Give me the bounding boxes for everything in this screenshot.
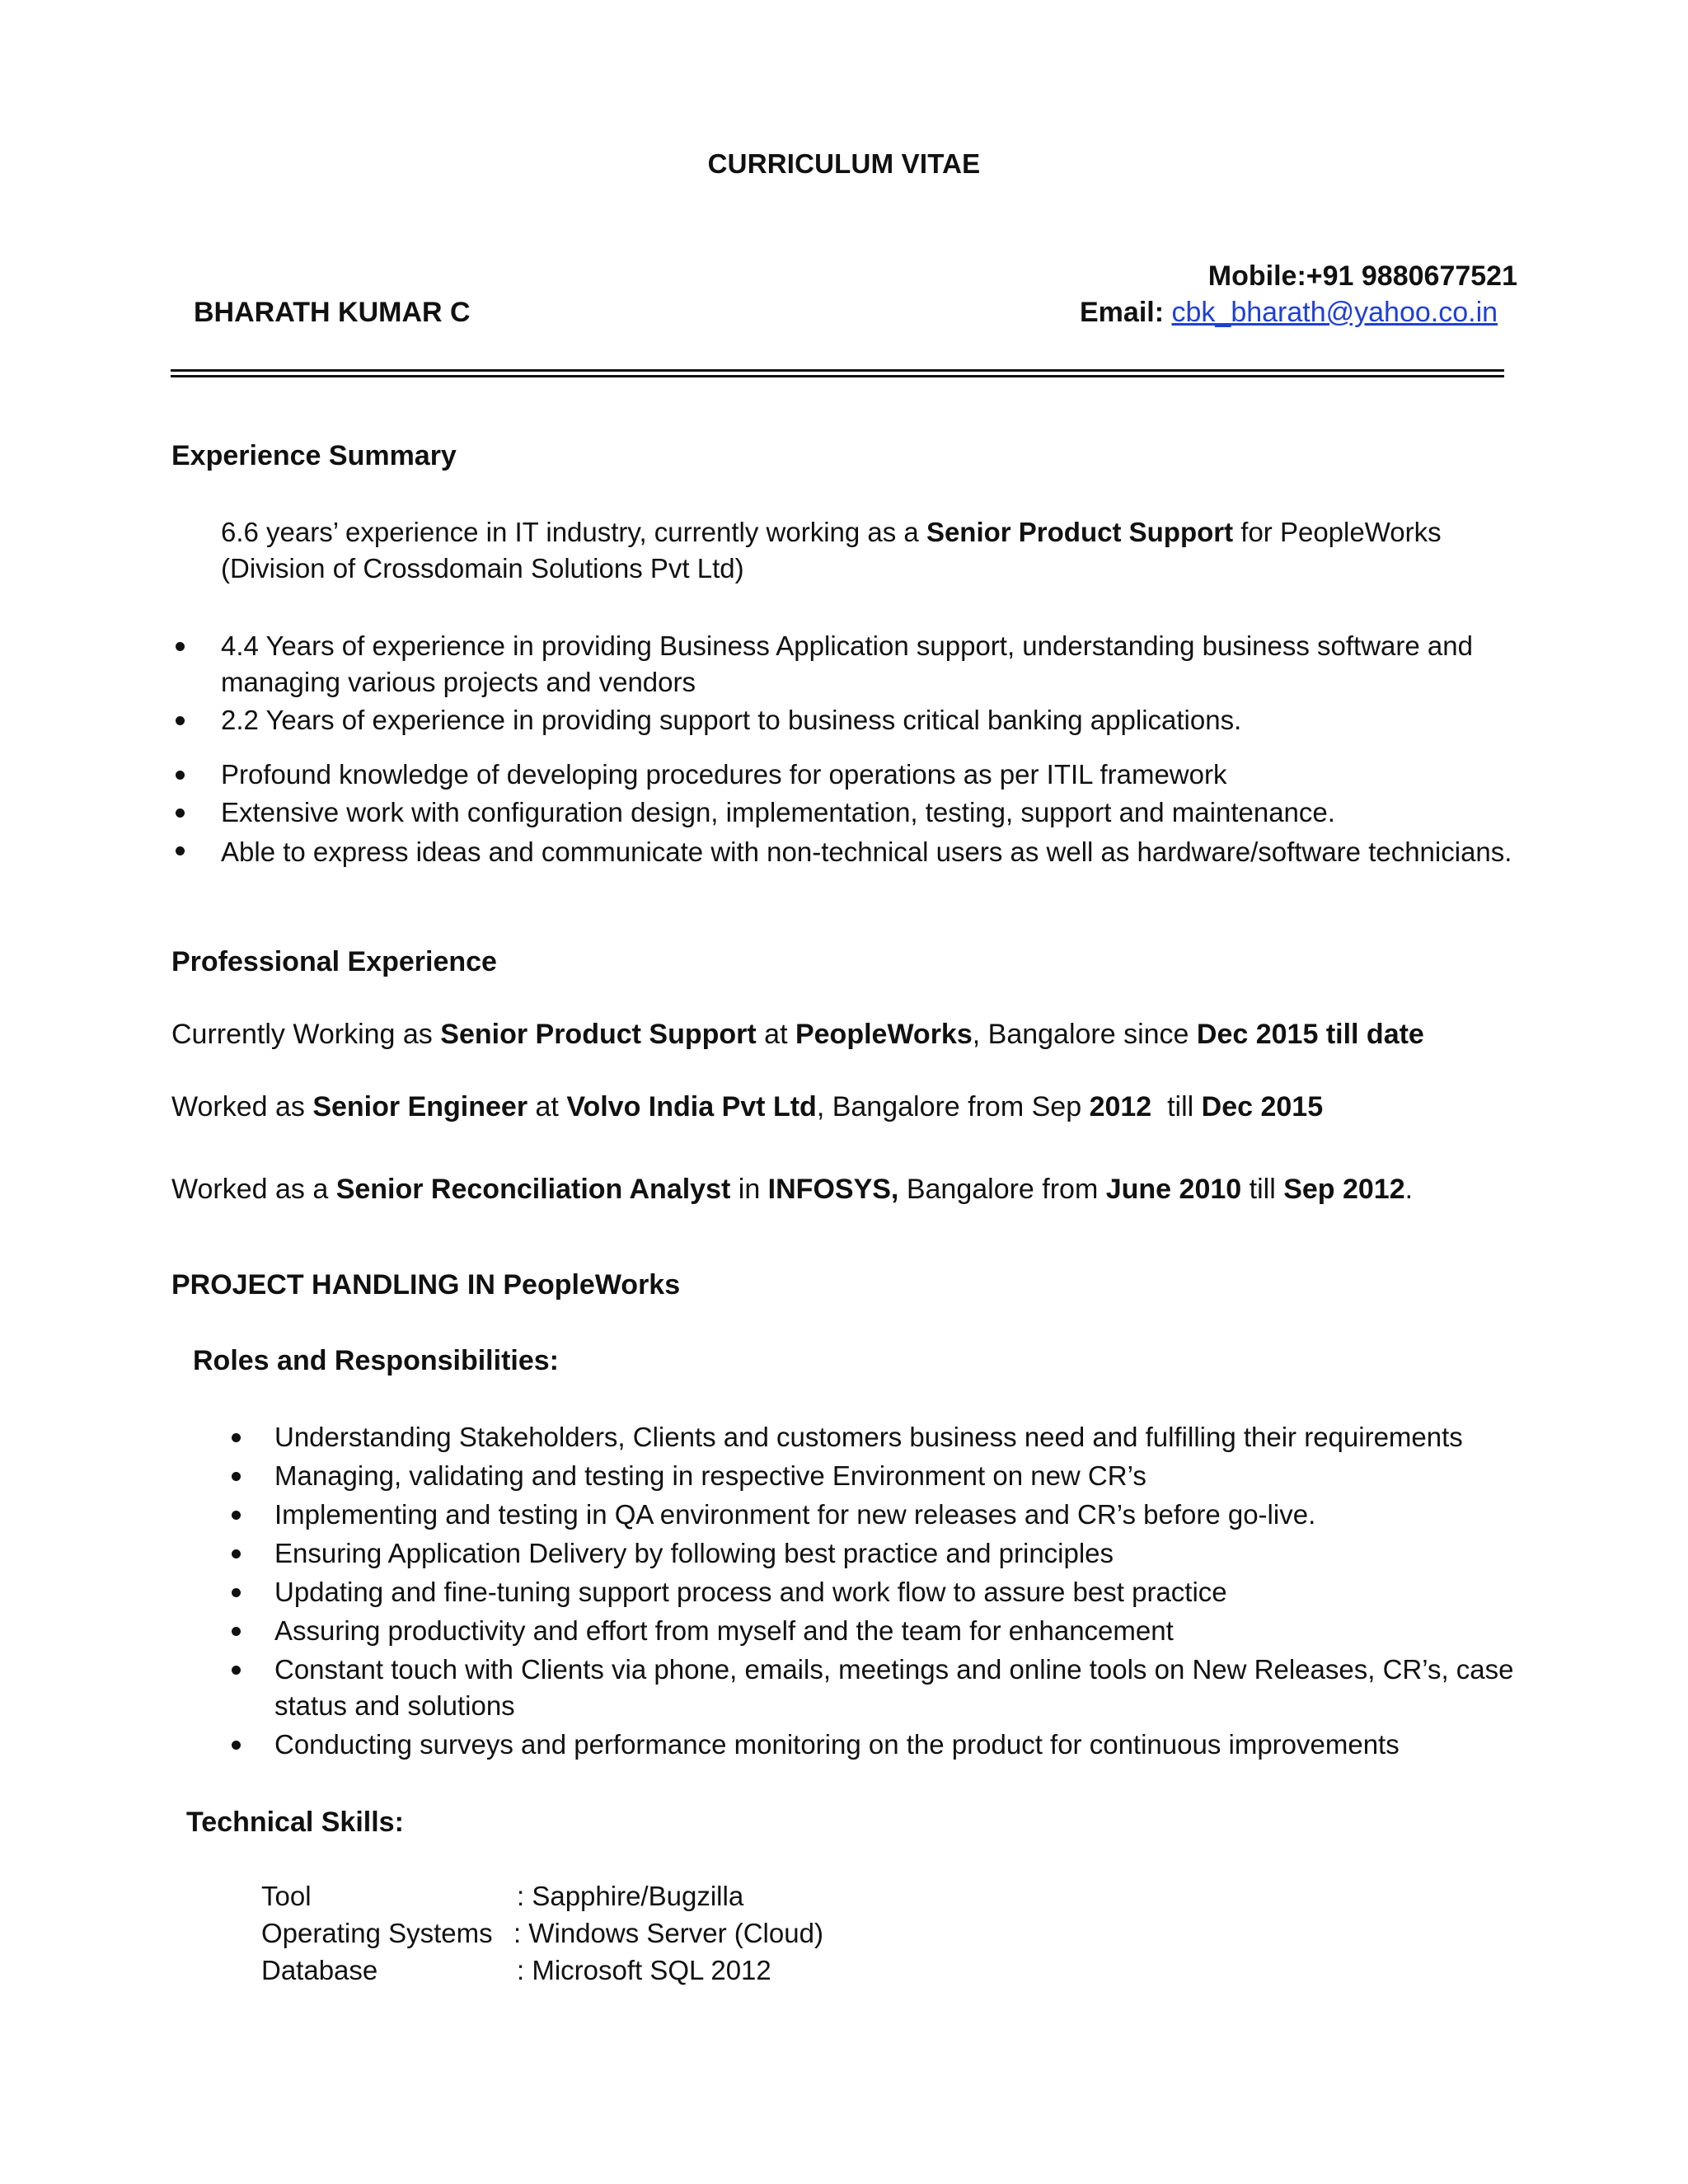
exp-text: , Bangalore from Sep: [816, 1091, 1090, 1122]
list-item: [274, 1419, 1527, 1455]
list-item: [274, 1458, 1527, 1494]
bullet-icon: [232, 1472, 241, 1481]
professional-experience-heading: Professional Experience: [171, 946, 497, 977]
intro-text-start: 6.6 years’ experience in IT industry, currently working as a: [221, 517, 926, 547]
candidate-name: BHARATH KUMAR C: [194, 297, 471, 328]
experience-line-volvo: [171, 1091, 1323, 1123]
list-item-text: Implementing and testing in QA environment for new releases and CR’s before go-live.: [274, 1499, 1316, 1530]
experience-summary-intro: [221, 514, 1515, 587]
intro-role: Senior Product Support: [926, 517, 1234, 547]
intro-text-end: for PeopleWorks (Division of Crossdomain Solutions Pvt Ltd): [221, 517, 1442, 583]
email-line: [1080, 297, 1498, 329]
list-item: [221, 702, 1517, 738]
skill-value: : Microsoft SQL 2012: [517, 1955, 771, 1985]
list-item-text: Managing, validating and testing in respective Environment on new CR’s: [274, 1460, 1146, 1491]
exp-company: Volvo India Pvt Ltd: [566, 1091, 817, 1122]
bullet-icon: [232, 1433, 241, 1442]
project-handling-heading: PROJECT HANDLING IN PeopleWorks: [171, 1269, 681, 1301]
exp-dates: Dec 2015 till date: [1196, 1019, 1424, 1050]
experience-line-peopleworks: [171, 1019, 1424, 1051]
roles-heading: Roles and Responsibilities:: [193, 1345, 559, 1376]
list-item: [221, 757, 1517, 793]
document-title: CURRICULUM VITAE: [707, 148, 981, 179]
list-item-text: Conducting surveys and performance monitoring on the product for continuous improvements: [274, 1729, 1400, 1760]
skill-label: Tool: [261, 1881, 312, 1911]
list-item-text: Updating and fine-tuning support process and work flow to assure best practice: [274, 1577, 1227, 1607]
mobile-line: [1208, 260, 1517, 293]
exp-text: .: [1404, 1174, 1414, 1205]
exp-text: Currently Working as: [171, 1019, 441, 1050]
bullet-icon: [232, 1666, 241, 1675]
exp-text: at: [528, 1091, 567, 1122]
mobile-label: Mobile:: [1207, 260, 1306, 292]
list-item: [221, 794, 1517, 831]
list-item: [274, 1613, 1527, 1649]
bullet-icon: [176, 771, 185, 780]
summary-bullet-group-2: [221, 757, 1517, 872]
exp-text: at: [756, 1019, 795, 1050]
exp-text: in: [730, 1174, 768, 1205]
list-item-text: Profound knowledge of developing procedures for operations as per ITIL framework: [221, 759, 1227, 790]
exp-text: , Bangalore since: [972, 1019, 1197, 1050]
list-item-text: Understanding Stakeholders, Clients and customers business need and fulfilling their requirements: [274, 1422, 1463, 1452]
list-item-text: 4.4 Years of experience in providing Business Application support, understanding business software and managing various projects and vendors: [221, 630, 1473, 697]
email-label: Email:: [1080, 297, 1165, 328]
exp-dates: Dec 2015: [1201, 1091, 1324, 1122]
exp-text: Bangalore from: [898, 1174, 1106, 1205]
list-item-text: Ensuring Application Delivery by following best practice and principles: [274, 1538, 1114, 1568]
exp-text: Worked as a: [171, 1174, 336, 1205]
bullet-icon: [176, 846, 185, 855]
skill-value: : Sapphire/Bugzilla: [517, 1881, 744, 1911]
skill-label: Operating Systems: [261, 1918, 493, 1948]
list-item-text: Able to express ideas and communicate with non-technical users as well as hardware/software technicians.: [221, 837, 1512, 867]
list-item: [274, 1535, 1527, 1572]
exp-company: PeopleWorks: [795, 1019, 973, 1050]
experience-line-infosys: [171, 1174, 1413, 1206]
list-item: [274, 1574, 1527, 1610]
mobile-value: +91 9880677521: [1306, 260, 1517, 292]
list-item: [274, 1497, 1527, 1533]
technical-skills-heading: Technical Skills:: [186, 1807, 404, 1838]
exp-text: till: [1241, 1174, 1284, 1205]
list-item-text: Extensive work with configuration design, implementation, testing, support and maintenance.: [221, 797, 1335, 827]
exp-year: 2012: [1089, 1091, 1152, 1122]
exp-role: Senior Reconciliation Analyst: [335, 1174, 731, 1205]
list-item: [221, 832, 1517, 872]
exp-company: INFOSYS,: [767, 1174, 899, 1205]
exp-text: Worked as: [171, 1091, 313, 1122]
exp-start-date: June 2010: [1105, 1174, 1242, 1205]
list-item: [274, 1727, 1527, 1763]
bullet-icon: [232, 1549, 241, 1558]
bullet-icon: [176, 808, 185, 818]
list-item-text: Constant touch with Clients via phone, emails, meetings and online tools on New Releases, CR’s, case status and solutions: [274, 1654, 1514, 1721]
email-link[interactable]: cbk_bharath@yahoo.co.in: [1171, 297, 1498, 328]
header-rule-top: [171, 369, 1504, 372]
bullet-icon: [232, 1627, 241, 1636]
skill-value: : Windows Server (Cloud): [513, 1918, 823, 1948]
exp-role: Senior Engineer: [312, 1091, 528, 1122]
bullet-icon: [232, 1741, 241, 1750]
exp-role: Senior Product Support: [440, 1019, 757, 1050]
bullet-icon: [232, 1588, 241, 1597]
exp-end-date: Sep 2012: [1283, 1174, 1405, 1205]
header-rule-bottom: [171, 375, 1504, 377]
list-item: [221, 628, 1517, 701]
exp-text: till: [1151, 1091, 1202, 1122]
list-item: [274, 1652, 1527, 1724]
experience-summary-heading: Experience Summary: [171, 440, 457, 471]
list-item-text: 2.2 Years of experience in providing support to business critical banking applications.: [221, 705, 1242, 735]
roles-list: [274, 1419, 1527, 1763]
bullet-icon: [176, 642, 185, 651]
skill-label: Database: [261, 1955, 378, 1985]
bullet-icon: [232, 1511, 241, 1520]
list-item-text: Assuring productivity and effort from myself and the team for enhancement: [274, 1615, 1174, 1646]
bullet-icon: [176, 716, 185, 725]
summary-bullet-group-1: [221, 628, 1517, 738]
